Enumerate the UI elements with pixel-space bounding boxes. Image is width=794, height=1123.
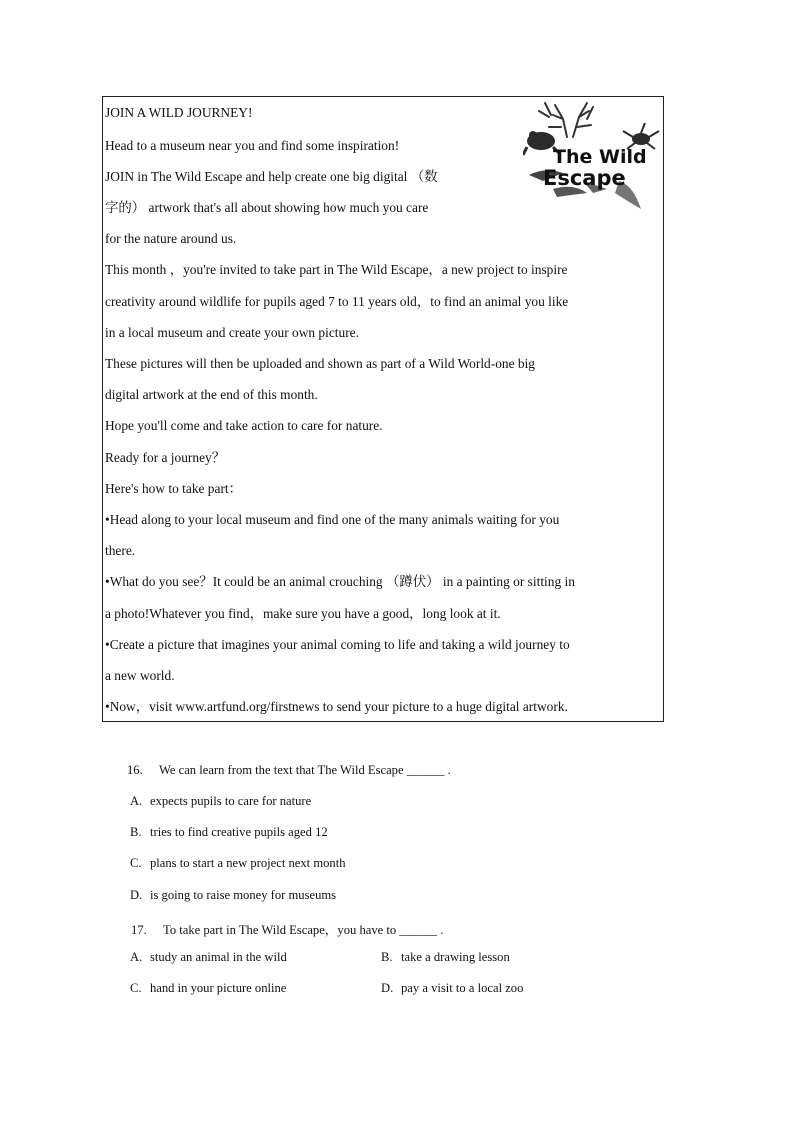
passage-line: •Now，visit www.artfund.org/firstnews to send your picture to a huge digital artwork.	[105, 699, 568, 714]
passage-line: Head to a museum near you and find some inspiration!	[105, 138, 400, 153]
passage-line: JOIN A WILD JOURNEY!	[105, 105, 253, 120]
option-text: hand in your picture online	[150, 981, 287, 995]
option-letter: B.	[381, 950, 393, 964]
question-16-stem	[127, 763, 451, 778]
passage-line: digital artwork at the end of this month.	[105, 387, 318, 402]
option-letter: C.	[130, 981, 142, 995]
question-number: 17.	[131, 923, 147, 937]
passage-line: there.	[105, 543, 136, 558]
option-17-b[interactable]	[381, 950, 510, 965]
passage-line: Here's how to take part：	[105, 481, 243, 496]
option-letter: B.	[130, 825, 142, 839]
option-17-c[interactable]	[130, 981, 286, 996]
logo-text-line1: The Wild	[553, 146, 647, 168]
logo-text-line2: Escape	[543, 166, 626, 190]
passage-line: •Create a picture that imagines your animal coming to life and taking a wild journey to	[105, 637, 570, 652]
passage-line: Hope you'll come and take action to care for nature.	[105, 418, 383, 433]
passage-line: Ready for a journey？	[105, 450, 226, 465]
passage-line: •Head along to your local museum and find one of the many animals waiting for you	[105, 512, 560, 527]
option-text: study an animal in the wild	[150, 950, 287, 964]
option-text: pay a visit to a local zoo	[401, 981, 524, 995]
passage-line: a new world.	[105, 668, 175, 683]
passage-line: •What do you see？It could be an animal crouching （蹲伏） in a painting or sitting in	[105, 574, 575, 589]
option-text: expects pupils to care for nature	[150, 794, 312, 808]
option-17-d[interactable]	[381, 981, 523, 996]
option-16-d[interactable]	[130, 888, 336, 903]
question-number: 16.	[127, 763, 143, 777]
passage-line: These pictures will then be uploaded and shown as part of a Wild World-one big	[105, 356, 536, 371]
option-16-b[interactable]	[130, 825, 328, 840]
option-letter: D.	[381, 981, 394, 995]
passage-line: for the nature around us.	[105, 231, 237, 246]
question-17-stem	[131, 919, 443, 938]
option-letter: A.	[130, 794, 143, 808]
option-17-a[interactable]	[130, 950, 287, 965]
option-text: take a drawing lesson	[401, 950, 510, 964]
option-16-c[interactable]	[130, 856, 346, 871]
passage-line: a photo!Whatever you find，make sure you have a good，long look at it.	[105, 606, 501, 621]
passage-line: in a local museum and create your own picture.	[105, 325, 359, 340]
question-text: To take part in The Wild Escape，you have to ______ .	[163, 923, 444, 937]
passage-box	[102, 96, 664, 722]
question-text: We can learn from the text that The Wild Escape ______ .	[159, 763, 451, 777]
passage-line: creativity around wildlife for pupils aged 7 to 11 years old，to find an animal you like	[105, 294, 569, 309]
passage-line: This month ，you're invited to take part in The Wild Escape，a new project to inspire	[105, 262, 568, 277]
passage-line: JOIN in The Wild Escape and help create one big digital （数	[105, 169, 438, 184]
option-letter: A.	[130, 950, 143, 964]
option-text: plans to start a new project next month	[150, 856, 346, 870]
option-letter: D.	[130, 888, 143, 902]
option-text: tries to find creative pupils aged 12	[150, 825, 328, 839]
wildlife-silhouette-logo	[523, 97, 663, 219]
option-16-a[interactable]	[130, 794, 311, 809]
passage-line: 字的） artwork that's all about showing how much you care	[105, 200, 429, 215]
option-text: is going to raise money for museums	[150, 888, 337, 902]
option-letter: C.	[130, 856, 142, 870]
